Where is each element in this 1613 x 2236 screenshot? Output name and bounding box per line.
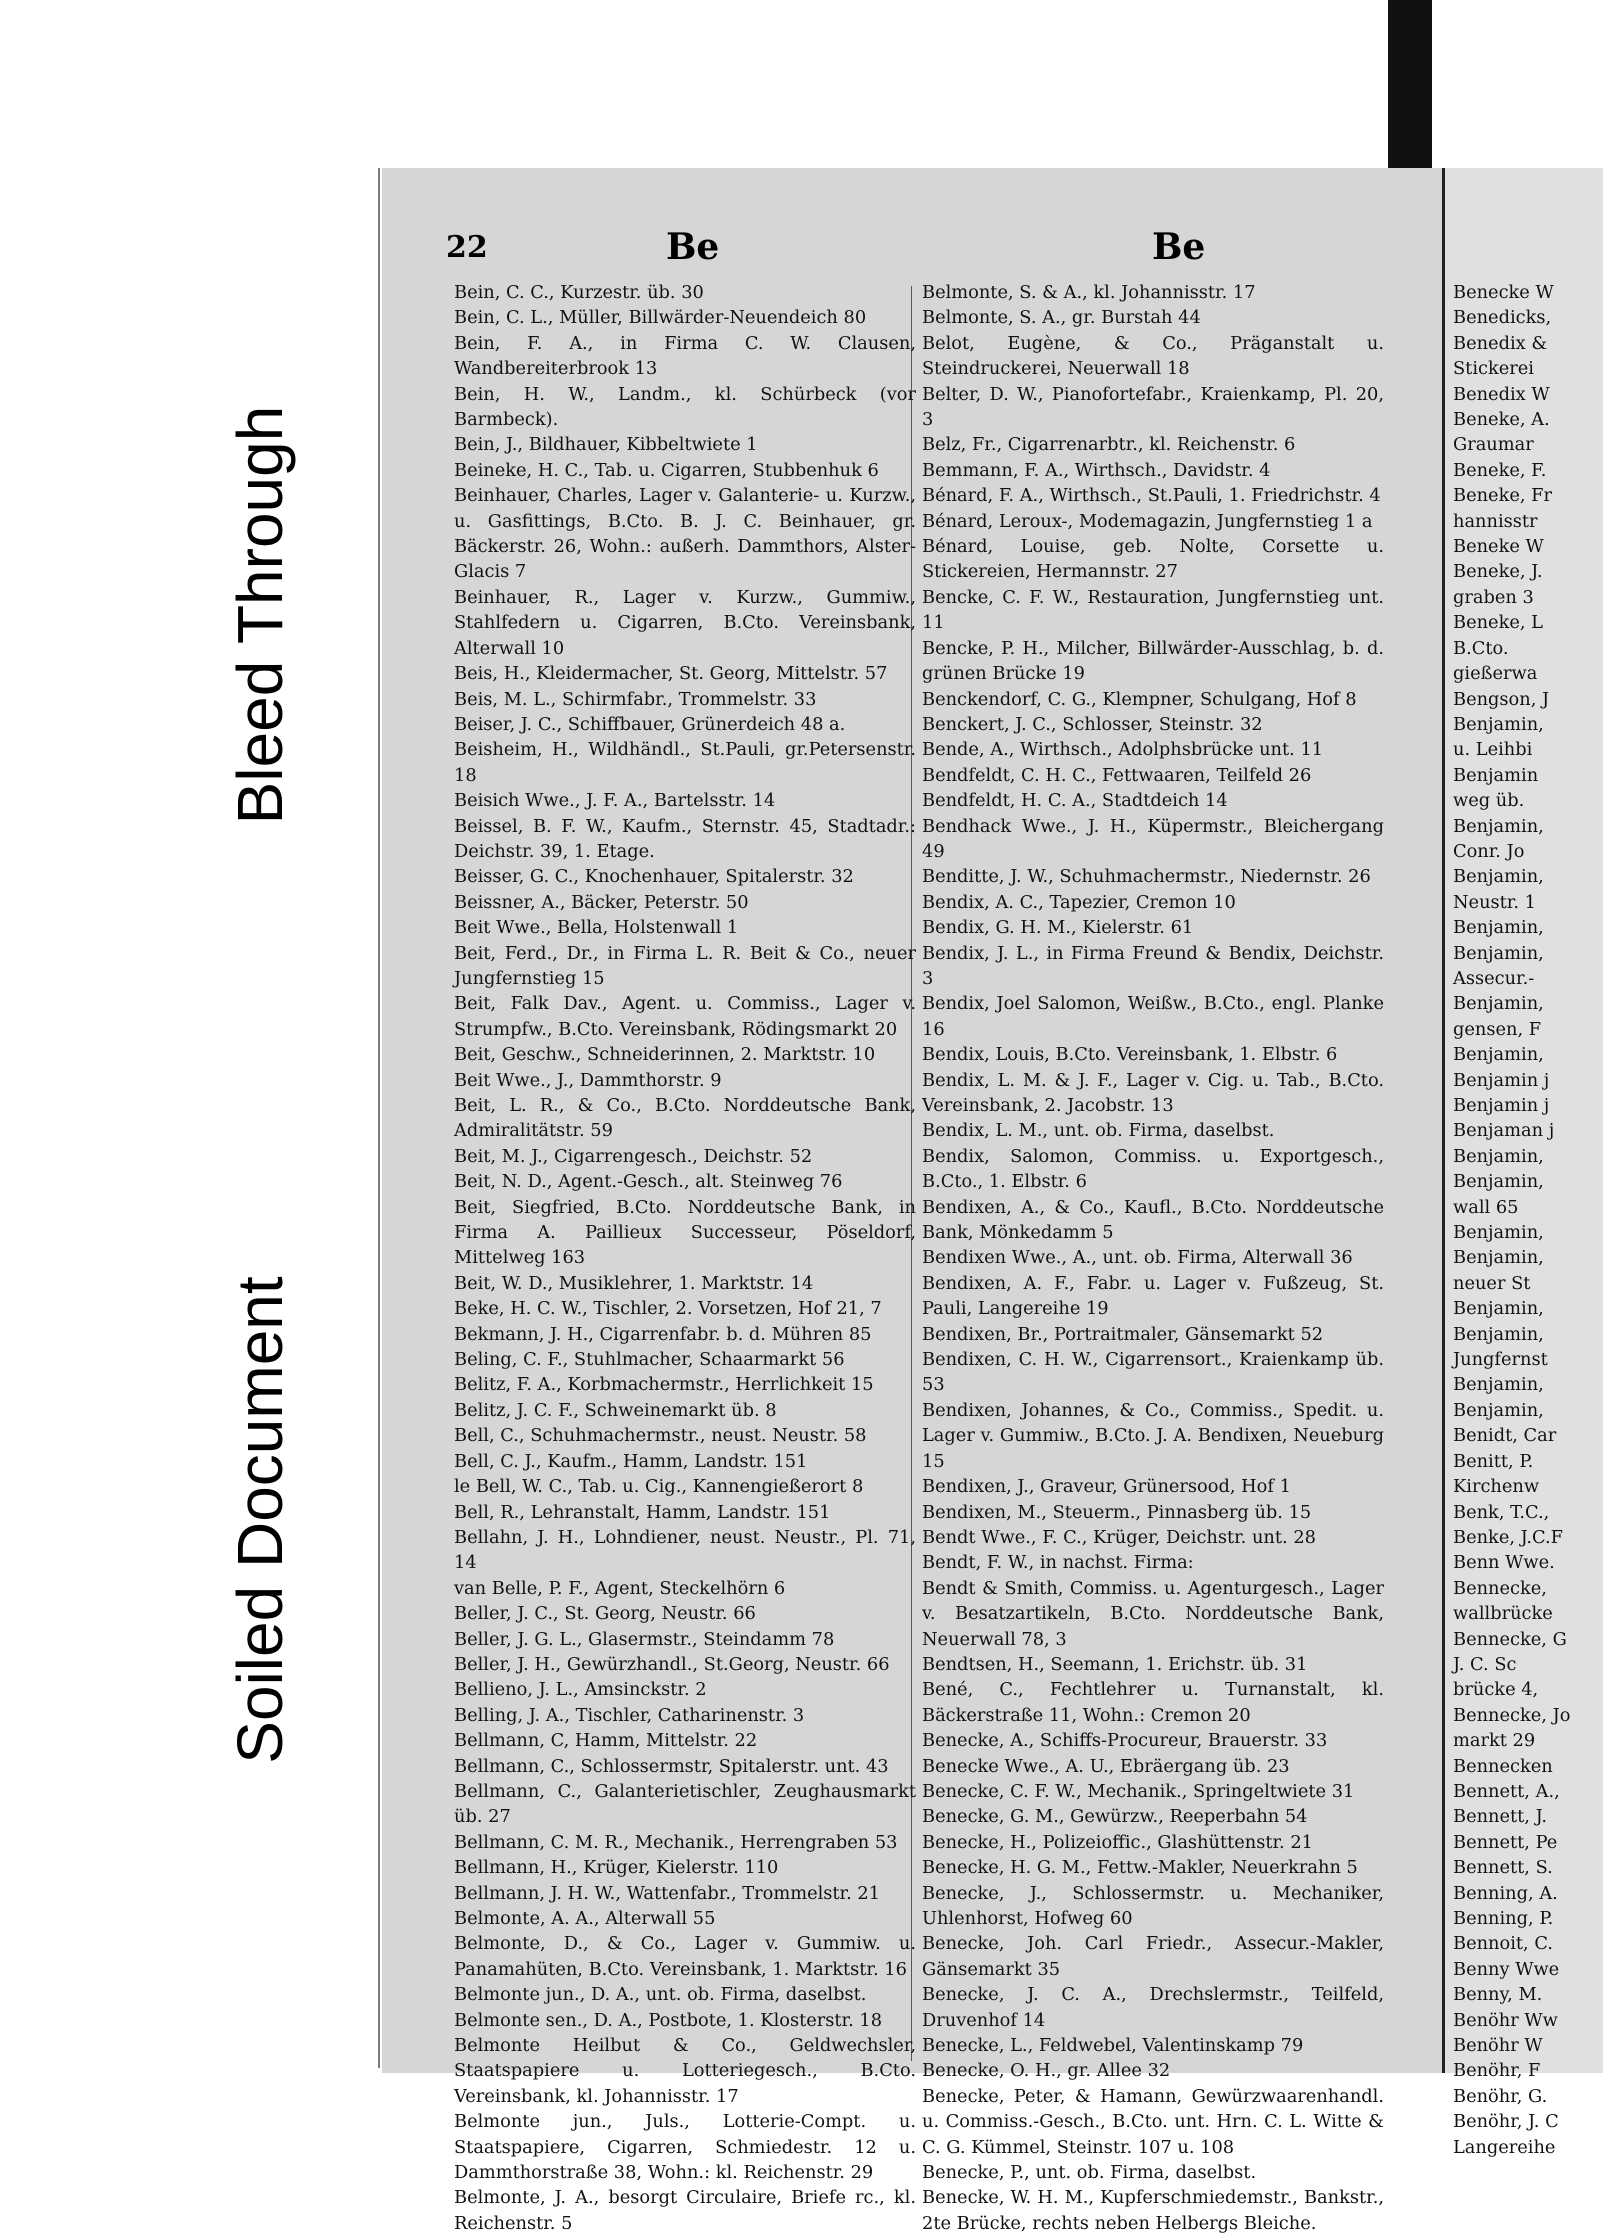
directory-entry: Benecke, Joh. Carl Friedr., Assecur.-Makler, Gänsemarkt 35 xyxy=(922,1933,1384,1980)
directory-entry: Bené, C., Fechtlehrer u. Turnanstalt, kl. Bäckerstraße 11, Wohn.: Cremon 20 xyxy=(922,1679,1384,1726)
directory-entry: Beller, J. H., Gewürzhandl., St.Georg, Neustr. 66 xyxy=(454,1653,890,1675)
directory-entry: Beis, M. L., Schirmfabr., Trommelstr. 33 xyxy=(454,688,817,710)
directory-entry: Bende, A., Wirthsch., Adolphsbrücke unt. 11 xyxy=(922,739,1324,761)
edge-entry: Benöhr, F xyxy=(1453,2060,1541,2082)
directory-entry: Beiser, J. C., Schiffbauer, Grünerdeich 48 a. xyxy=(454,713,846,735)
directory-entry: Belmonte, S. A., gr. Burstah 44 xyxy=(922,307,1201,329)
document-page xyxy=(382,168,1442,2234)
directory-entry: Benecke, Peter, & Hamann, Gewürzwaarenhandl. u. Commiss.-Gesch., B.Cto. unt. Hrn. C. L. Witte & C. G. Kümmel, Steinstr. 107 u. 108 xyxy=(922,2085,1384,2158)
edge-entry: Benjamin, xyxy=(1453,1171,1544,1193)
directory-entry: Benditte, J. W., Schuhmachermstr., Niedernstr. 26 xyxy=(922,866,1371,888)
edge-entry: Benjamin, xyxy=(1453,713,1544,735)
edge-entry: Benke, J.C.F xyxy=(1453,1526,1564,1548)
directory-entry: Beller, J. C., St. Georg, Neustr. 66 xyxy=(454,1603,756,1625)
directory-entry: Bellmann, J. H. W., Wattenfabr., Trommelstr. 21 xyxy=(454,1882,881,1904)
edge-entry: Benjamin, xyxy=(1453,1323,1544,1345)
edge-entry: Bennecken xyxy=(1453,1755,1553,1777)
page-edge-rule xyxy=(378,168,380,2068)
directory-entry: Benecke, P., unt. ob. Firma, daselbst. xyxy=(922,2162,1257,2184)
edge-entry: u. Leihbi xyxy=(1453,739,1533,761)
edge-entry: Benjamin, xyxy=(1453,1399,1544,1421)
edge-entry: Beneke, J. xyxy=(1453,561,1543,583)
directory-entry: Belmonte jun., Juls., Lotterie-Compt. u. Staatspapiere, Cigarren, Schmiedestr. 12 u. Dammthorstraße 38, Wohn.: kl. Reichenstr. 29 xyxy=(454,2111,916,2184)
edge-entry: Neustr. 1 xyxy=(1453,891,1536,913)
directory-entry: Bellmann, H., Krüger, Kielerstr. 110 xyxy=(454,1857,779,1879)
directory-entry: Bencke, P. H., Milcher, Billwärder-Ausschlag, b. d. grünen Brücke 19 xyxy=(922,637,1384,685)
edge-entry: Benjamin, xyxy=(1453,1298,1544,1320)
directory-entry: Bendixen, Johannes, & Co., Commiss., Spedit. u. Lager v. Gummiw., B.Cto. J. A. Bendixen, Neueburg 15 xyxy=(922,1399,1384,1472)
directory-entry: Bekmann, J. H., Cigarrenfabr. b. d. Mühren 85 xyxy=(454,1323,872,1345)
edge-entry: Conr. Jo xyxy=(1453,840,1525,862)
directory-entry: Bendix, Joel Salomon, Weißw., B.Cto., engl. Planke 16 xyxy=(922,993,1384,1040)
edge-entry: Bennett, Pe xyxy=(1453,1831,1558,1853)
directory-entry: Beinhauer, R., Lager v. Kurzw., Gummiw., Stahlfedern u. Cigarren, B.Cto. Vereinsbank, Alterwall 10 xyxy=(454,586,916,659)
edge-entry: Bennecke, G xyxy=(1453,1628,1567,1650)
directory-entry: Benckendorf, C. G., Klempner, Schulgang, Hof 8 xyxy=(922,688,1357,710)
edge-entry: Beneke, A. xyxy=(1453,409,1550,431)
directory-entry: Bendix, L. M., unt. ob. Firma, daselbst. xyxy=(922,1120,1275,1142)
directory-entry: Bendix, A. C., Tapezier, Cremon 10 xyxy=(922,891,1236,913)
edge-entry: Beneke, L xyxy=(1453,612,1543,634)
page-header xyxy=(446,226,1386,274)
edge-entry: Stickerei xyxy=(1453,358,1534,380)
edge-entry: Benjaman j xyxy=(1453,1120,1555,1142)
directory-entry: Bein, C. L., Müller, Billwärder-Neuendeich 80 xyxy=(454,307,867,329)
directory-entry: Beke, H. C. W., Tischler, 2. Vorsetzen, Hof 21, 7 xyxy=(454,1298,882,1320)
directory-entry: Beisheim, H., Wildhändl., St.Pauli, gr.Petersenstr. 18 xyxy=(454,739,916,786)
directory-entry: Benecke, H., Polizeioffic., Glashüttenstr. 21 xyxy=(922,1831,1313,1853)
directory-entry: Beis, H., Kleidermacher, St. Georg, Mittelstr. 57 xyxy=(454,663,888,685)
edge-entry: markt 29 xyxy=(1453,1730,1536,1752)
edge-entry: hannisstr xyxy=(1453,510,1538,532)
directory-entry: Belmonte sen., D. A., Postbote, 1. Klosterstr. 18 xyxy=(454,2009,883,2031)
edge-entry: Bengson, J xyxy=(1453,688,1550,710)
directory-entry: Bein, H. W., Landm., kl. Schürbeck (vor Barmbeck). xyxy=(454,383,916,431)
directory-entry: Bellahn, J. H., Lohndiener, neust. Neustr., Pl. 71, 14 xyxy=(454,1526,916,1574)
directory-entry: Benecke, A., Schiffs-Procureur, Brauerstr. 33 xyxy=(922,1730,1328,1752)
directory-entry: Beit Wwe., Bella, Holstenwall 1 xyxy=(454,917,739,939)
directory-entry: Bencke, C. F. W., Restauration, Jungfernstieg unt. 11 xyxy=(922,586,1384,634)
edge-entry: B.Cto. xyxy=(1453,637,1509,659)
directory-entry: Bendt & Smith, Commiss. u. Agenturgesch., Lager v. Besatzartikeln, B.Cto. Norddeutsche Bank, Neuerwall 78, 3 xyxy=(922,1577,1384,1650)
directory-entry: Bendixen Wwe., A., unt. ob. Firma, Alterwall 36 xyxy=(922,1247,1353,1269)
directory-entry: Beit, Siegfried, B.Cto. Norddeutsche Bank, in Firma A. Paillieux Successeur, Pöseldorf, Mittelweg 163 xyxy=(454,1196,916,1269)
directory-entry: Bendfeldt, C. H. C., Fettwaaren, Teilfeld 26 xyxy=(922,764,1312,786)
edge-entry: Benning, A. xyxy=(1453,1882,1558,1904)
edge-entry: Benidt, Car xyxy=(1453,1425,1557,1447)
directory-entry: Belmonte, J. A., besorgt Circulaire, Briefe rc., kl. Reichenstr. 5 xyxy=(454,2187,916,2234)
directory-entry: Bénard, Louise, geb. Nolte, Corsette u. Stickereien, Hermannstr. 27 xyxy=(922,536,1384,583)
directory-entry: Bellmann, C. M. R., Mechanik., Herrengraben 53 xyxy=(454,1831,898,1853)
directory-entry: Beling, C. F., Stuhlmacher, Schaarmarkt 56 xyxy=(454,1349,845,1371)
edge-entry: brücke 4, xyxy=(1453,1679,1539,1701)
edge-entry: Benedix W xyxy=(1453,383,1550,405)
directory-entry: Bein, F. A., in Firma C. W. Clausen, Wandbereiterbrook 13 xyxy=(454,332,916,380)
edge-entry: Bennett, J. xyxy=(1453,1806,1548,1828)
edge-entry: Benöhr W xyxy=(1453,2035,1543,2057)
directory-entry: Belot, Eugène, & Co., Präganstalt u. Steindruckerei, Neuerwall 18 xyxy=(922,332,1384,380)
directory-entry: Bendixen, A. F., Fabr. u. Lager v. Fußzeug, St. Pauli, Langereihe 19 xyxy=(922,1272,1384,1320)
edge-entry: Benöhr, G. xyxy=(1453,2085,1548,2107)
edge-entry: Benny, M. xyxy=(1453,1984,1543,2006)
directory-entry: Bénard, F. A., Wirthsch., St.Pauli, 1. Friedrichstr. 4 xyxy=(922,485,1381,507)
header-right-letters: Be xyxy=(1152,226,1206,268)
directory-entry: Bendixen, Br., Portraitmaler, Gänsemarkt 52 xyxy=(922,1323,1324,1345)
directory-entry: Bendfeldt, H. C. A., Stadtdeich 14 xyxy=(922,790,1228,812)
edge-entry: Benjamin xyxy=(1453,764,1539,786)
directory-entry: Bell, R., Lehranstalt, Hamm, Landstr. 151 xyxy=(454,1501,831,1523)
right-column xyxy=(922,280,1384,2234)
edge-entry: graben 3 xyxy=(1453,586,1534,608)
edge-entry: Benning, P. xyxy=(1453,1908,1554,1929)
edge-entry: Benjamin, xyxy=(1453,1374,1544,1396)
edge-entry: Assecur.- xyxy=(1453,967,1535,989)
directory-entry: Belitz, F. A., Korbmachermstr., Herrlichkeit 15 xyxy=(454,1374,874,1396)
edge-entry: Bennoit, C. xyxy=(1453,1933,1553,1955)
bleed-through-label: Bleed Through xyxy=(215,295,305,935)
directory-entry: Benecke, J., Schlossermstr. u. Mechaniker, Uhlenhorst, Hofweg 60 xyxy=(922,1882,1384,1929)
edge-entry: Langereihe xyxy=(1453,2136,1556,2158)
directory-entry: Belz, Fr., Cigarrenarbtr., kl. Reichenstr. 6 xyxy=(922,434,1296,456)
directory-entry: Bendix, L. M. & J. F., Lager v. Cig. u. Tab., B.Cto. Vereinsbank, 2. Jacobstr. 13 xyxy=(922,1069,1384,1116)
directory-entry: Bendixen, C. H. W., Cigarrensort., Kraienkamp üb. 53 xyxy=(922,1349,1384,1396)
edge-entry: Graumar xyxy=(1453,434,1534,456)
directory-entry: Belmonte jun., D. A., unt. ob. Firma, daselbst. xyxy=(454,1984,867,2006)
directory-entry: Beit, Falk Dav., Agent. u. Commiss., Lager v. Strumpfw., B.Cto. Vereinsbank, Rödingsmarkt 20 xyxy=(454,993,916,1040)
edge-entry: Benjamin, xyxy=(1453,917,1544,939)
edge-entry: neuer St xyxy=(1453,1272,1531,1294)
directory-entry: Beinhauer, Charles, Lager v. Galanterie- u. Kurzw., u. Gasfittings, B.Cto. B. J. C. Beinhauer, gr. Bäckerstr. 26, Wohn.: außerh. Dammthors, Alster-Glacis 7 xyxy=(454,485,916,583)
edge-entry: Benecke W xyxy=(1453,282,1554,303)
directory-entry: Bendt Wwe., F. C., Krüger, Deichstr. unt. 28 xyxy=(922,1526,1316,1548)
edge-entry: Benöhr, J. C xyxy=(1453,2111,1559,2133)
directory-entry: Beller, J. G. L., Glasermstr., Steindamm 78 xyxy=(454,1628,835,1650)
edge-entry: Benn Wwe. xyxy=(1453,1552,1555,1574)
directory-entry: Bell, C., Schuhmachermstr., neust. Neustr. 58 xyxy=(454,1425,867,1447)
edge-entry: Benjamin, xyxy=(1453,1044,1544,1066)
edge-entry: wallbrücke xyxy=(1453,1603,1553,1625)
directory-entry: Bein, C. C., Kurzestr. üb. 30 xyxy=(454,282,704,303)
directory-entry: Bendtsen, H., Seemann, 1. Erichstr. üb. 31 xyxy=(922,1653,1308,1675)
directory-entry: Belter, D. W., Pianofortefabr., Kraienkamp, Pl. 20, 3 xyxy=(922,383,1384,431)
directory-entry: Bendixen, A., & Co., Kaufl., B.Cto. Norddeutsche Bank, Mönkedamm 5 xyxy=(922,1196,1384,1244)
directory-entry: Benecke Wwe., A. U., Ebräergang üb. 23 xyxy=(922,1755,1290,1777)
directory-entry: Beisich Wwe., J. F. A., Bartelsstr. 14 xyxy=(454,790,776,812)
directory-entry: Belmonte Heilbut & Co., Geldwechsler, Staatspapiere u. Lotteriegesch., B.Cto. Vereinsbank, kl. Johannisstr. 17 xyxy=(454,2035,916,2107)
directory-entry: Beit, Geschw., Schneiderinnen, 2. Marktstr. 10 xyxy=(454,1044,876,1066)
edge-entry: Beneke W xyxy=(1453,536,1544,558)
directory-entry: Belitz, J. C. F., Schweinemarkt üb. 8 xyxy=(454,1399,777,1421)
directory-entry: Benecke, H. G. M., Fettw.-Makler, Neuerkrahn 5 xyxy=(922,1857,1358,1879)
edge-entry: Benöhr Ww xyxy=(1453,2009,1558,2031)
edge-entry: Benjamin j xyxy=(1453,1095,1550,1116)
directory-entry: Benckert, J. C., Schlosser, Steinstr. 32 xyxy=(922,713,1263,735)
directory-entry: Bendix, Louis, B.Cto. Vereinsbank, 1. Elbstr. 6 xyxy=(922,1044,1338,1066)
soiled-document-label: Soiled Document xyxy=(215,1180,305,1860)
edge-entry: Benjamin, xyxy=(1453,866,1544,888)
edge-entry: Benjamin j xyxy=(1453,1069,1550,1091)
edge-entry: gensen, F xyxy=(1453,1018,1542,1040)
directory-entry: Belmonte, S. & A., kl. Johannisstr. 17 xyxy=(922,282,1256,303)
directory-entry: Beisser, G. C., Knochenhauer, Spitalerstr. 32 xyxy=(454,866,854,888)
edge-entry: Jungfernst xyxy=(1453,1349,1548,1371)
directory-entry: Beit, Ferd., Dr., in Firma L. R. Beit & Co., neuer Jungfernstieg 15 xyxy=(454,942,916,989)
directory-entry: Benecke, L., Feldwebel, Valentinskamp 79 xyxy=(922,2035,1304,2057)
directory-entry: Belmonte, A. A., Alterwall 55 xyxy=(454,1908,716,1929)
page-number: 22 xyxy=(446,230,488,265)
directory-entry: Benecke, G. M., Gewürzw., Reeperbahn 54 xyxy=(922,1806,1308,1828)
edge-entry: weg üb. xyxy=(1453,790,1525,812)
edge-entry: Beneke, F. xyxy=(1453,459,1547,481)
directory-entry: Beit, L. R., & Co., B.Cto. Norddeutsche Bank, Admiralitätstr. 59 xyxy=(454,1095,916,1142)
directory-entry: Bendt, F. W., in nachst. Firma: xyxy=(922,1552,1194,1574)
directory-entry: Benecke, J. C. A., Drechslermstr., Teilfeld, Druvenhof 14 xyxy=(922,1984,1384,2031)
edge-entry: Benedix & xyxy=(1453,332,1548,354)
directory-entry: Bemmann, F. A., Wirthsch., Davidstr. 4 xyxy=(922,459,1271,481)
directory-entry: Beit, N. D., Agent.-Gesch., alt. Steinweg 76 xyxy=(454,1171,843,1193)
directory-entry: Bellmann, C, Hamm, Mittelstr. 22 xyxy=(454,1730,758,1752)
directory-entry: Benecke, O. H., gr. Allee 32 xyxy=(922,2060,1171,2082)
edge-entry: gießerwa xyxy=(1453,663,1538,685)
directory-entry: Bell, C. J., Kaufm., Hamm, Landstr. 151 xyxy=(454,1450,808,1472)
adjacent-page-edge xyxy=(1442,168,1603,2158)
directory-entry: Bellmann, C., Schlossermstr, Spitalerstr. unt. 43 xyxy=(454,1755,889,1777)
edge-entry: Benedicks, xyxy=(1453,307,1552,329)
edge-entry: Bennett, A., xyxy=(1453,1780,1560,1802)
edge-entry: Benjamin, xyxy=(1453,1145,1544,1167)
edge-entry: Benitt, P. xyxy=(1453,1450,1534,1472)
directory-entry: Beineke, H. C., Tab. u. Cigarren, Stubbenhuk 6 xyxy=(454,459,879,481)
directory-entry: Beit, M. J., Cigarrengesch., Deichstr. 52 xyxy=(454,1145,813,1167)
directory-entry: Bein, J., Bildhauer, Kibbeltwiete 1 xyxy=(454,434,758,456)
edge-entry: Benjamin, xyxy=(1453,993,1544,1015)
edge-entry: Benjamin, xyxy=(1453,1222,1544,1244)
left-column xyxy=(454,280,916,2234)
header-left-letters: Be xyxy=(666,226,720,268)
directory-entry: le Bell, W. C., Tab. u. Cig., Kannengießerort 8 xyxy=(454,1476,864,1498)
directory-entry: Bendix, J. L., in Firma Freund & Bendix, Deichstr. 3 xyxy=(922,942,1384,989)
directory-entry: Beissner, A., Bäcker, Peterstr. 50 xyxy=(454,891,749,913)
binding-tape xyxy=(1388,0,1432,172)
directory-entry: Belmonte, D., & Co., Lager v. Gummiw. u. Panamahüten, B.Cto. Vereinsbank, 1. Marktstr. 16 xyxy=(454,1933,916,1980)
edge-entry: Benjamin, xyxy=(1453,815,1544,837)
edge-entry: Benjamin, xyxy=(1453,1247,1544,1269)
edge-entry: Beneke, Fr xyxy=(1453,485,1553,507)
edge-entry: J. C. Sc xyxy=(1453,1653,1517,1675)
directory-entry: Benecke, C. F. W., Mechanik., Springeltwiete 31 xyxy=(922,1780,1355,1802)
directory-entry: Bendix, G. H. M., Kielerstr. 61 xyxy=(922,917,1194,939)
directory-entry: Bendix, Salomon, Commiss. u. Exportgesch., B.Cto., 1. Elbstr. 6 xyxy=(922,1145,1384,1193)
directory-entry: Belling, J. A., Tischler, Catharinenstr. 3 xyxy=(454,1704,805,1726)
directory-entry: Bénard, Leroux-, Modemagazin, Jungfernstieg 1 a xyxy=(922,510,1373,532)
edge-entry: wall 65 xyxy=(1453,1196,1519,1218)
directory-entry: Bendixen, J., Graveur, Grünersood, Hof 1 xyxy=(922,1476,1291,1498)
directory-entry: Bendhack Wwe., J. H., Küpermstr., Bleichergang 49 xyxy=(922,815,1384,862)
edge-column xyxy=(1453,280,1613,2160)
edge-entry: Kirchenw xyxy=(1453,1476,1540,1498)
edge-entry: Benny Wwe xyxy=(1453,1958,1560,1980)
edge-entry: Benjamin, xyxy=(1453,942,1544,964)
edge-entry: Benk, T.C., xyxy=(1453,1501,1550,1523)
directory-entry: Bellieno, J. L., Amsinckstr. 2 xyxy=(454,1679,707,1701)
directory-entry: Benecke, W. H. M., Kupferschmiedemstr., Bankstr., 2te Brücke, rechts neben Helbergs Bleiche. xyxy=(922,2187,1384,2234)
directory-entry: Beissel, B. F. W., Kaufm., Sternstr. 45, Stadtadr.: Deichstr. 39, 1. Etage. xyxy=(454,815,916,862)
edge-entry: Bennecke, xyxy=(1453,1577,1547,1599)
edge-entry: Bennett, S. xyxy=(1453,1857,1553,1879)
directory-entry: Beit, W. D., Musiklehrer, 1. Marktstr. 14 xyxy=(454,1272,814,1294)
directory-entry: Bellmann, C., Galanterietischler, Zeughausmarkt üb. 27 xyxy=(454,1780,916,1828)
directory-entry: van Belle, P. F., Agent, Steckelhörn 6 xyxy=(454,1577,786,1599)
edge-entry: Bennecke, Jo xyxy=(1453,1704,1571,1726)
directory-entry: Beit Wwe., J., Dammthorstr. 9 xyxy=(454,1069,722,1091)
directory-entry: Bendixen, M., Steuerm., Pinnasberg üb. 15 xyxy=(922,1501,1312,1523)
